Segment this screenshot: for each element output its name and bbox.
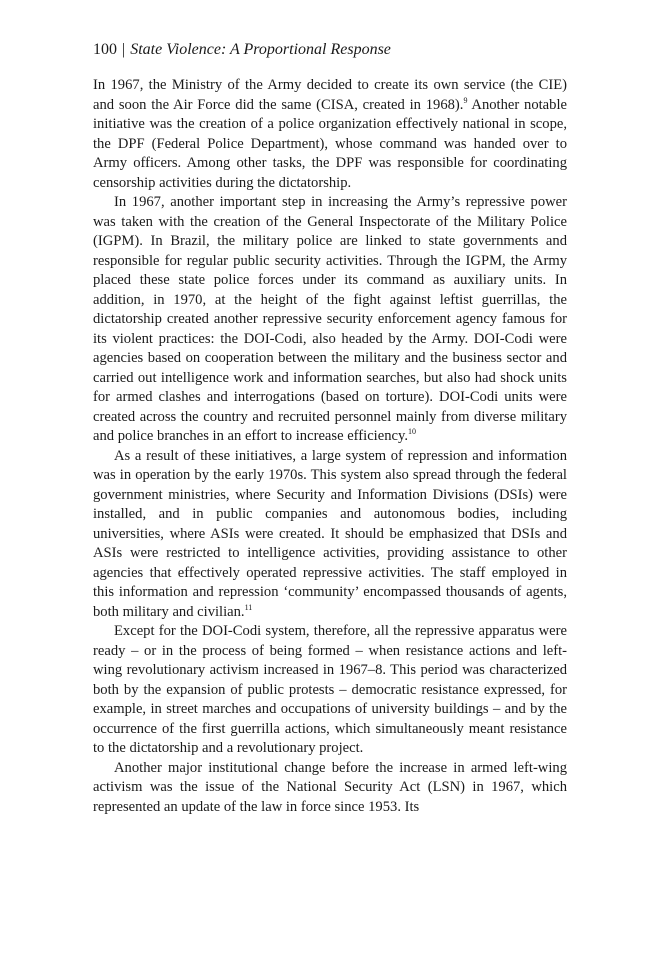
page-number: 100 bbox=[93, 41, 117, 58]
paragraph-4-text: Except for the DOI-Codi system, therefore, all the repressive apparatus were ready – or in the process of being formed – when resistance actions and left-wing revolutionary activism increased in 1967–8. This period was characterized both by the expansion of public protests – democratic resistance expressed, for example, in street marches and occupations of university buildings – and by the occurrence of the first guerrilla actions, which simultaneously meant resistance to the dictatorship and a revolutionary project. bbox=[93, 623, 567, 756]
paragraph-4 bbox=[93, 622, 567, 759]
running-header bbox=[93, 40, 567, 60]
book-page bbox=[93, 40, 567, 817]
paragraph-5-text: Another major institutional change before the increase in armed left-wing activism was the issue of the National Security Act (LSN) in 1967, which represented an update of the law in force since 1953. Its bbox=[93, 759, 567, 815]
running-title: State Violence: A Proportional Response bbox=[130, 41, 391, 58]
header-separator: | bbox=[122, 41, 126, 58]
paragraph-1-text: In 1967, the Ministry of the Army decided to create its own service (the CIE) and soon the Air Force did the same (CISA, created in 1968). bbox=[93, 77, 567, 113]
paragraph-3 bbox=[93, 447, 567, 623]
paragraph-1 bbox=[93, 76, 567, 193]
paragraph-2 bbox=[93, 193, 567, 447]
paragraph-2-text: In 1967, another important step in increasing the Army’s repressive power was taken with the creation of the General Inspectorate of the Military Police (IGPM). In Brazil, the military police are linked to state governments and responsible for regular public security activities. Through the IGPM, the Army placed these state police forces under its command as auxiliary units. In addition, in 1970, at the height of the fight against leftist guerrillas, the dictatorship created another repressive security enforcement agency famous for its violent practices: the DOI-Codi, also headed by the Army. DOI-Codi were agencies based on cooperation between the military and the business sector and carried out intelligence work and information searches, but also had shock units for armed clashes and interrogations (based on torture). DOI-Codi units were created across the country and recruited personnel mainly from diverse military and police branches in an effort to increase efficiency. bbox=[93, 194, 567, 444]
body-text bbox=[93, 76, 567, 817]
footnote-ref-10: 10 bbox=[407, 427, 416, 436]
paragraph-5 bbox=[93, 759, 567, 818]
paragraph-3-text: As a result of these initiatives, a large system of repression and information was in operation by the early 1970s. This system also spread through the federal government ministries, where Security and Information Divisions (DSIs) were installed, and in public companies and autonomous bodies, including universities, where ASIs were created. It should be emphasized that DSIs and ASIs were restricted to intelligence activities, providing assistance to other agencies that effectively operated repressive activities. The staff employed in this information and repression ‘community’ encompassed thousands of agents, both military and civilian. bbox=[93, 447, 567, 620]
paragraph-1-tail: Another notable initiative was the creation of a police organization effectively national in scope, the DPF (Federal Police Department), whose command was handed over to Army officers. Among other tasks, the DPF was responsible for coordinating censorship activities during the dictatorship. bbox=[93, 96, 567, 191]
footnote-ref-9: 9 bbox=[463, 95, 468, 105]
footnote-ref-11: 11 bbox=[244, 602, 253, 612]
